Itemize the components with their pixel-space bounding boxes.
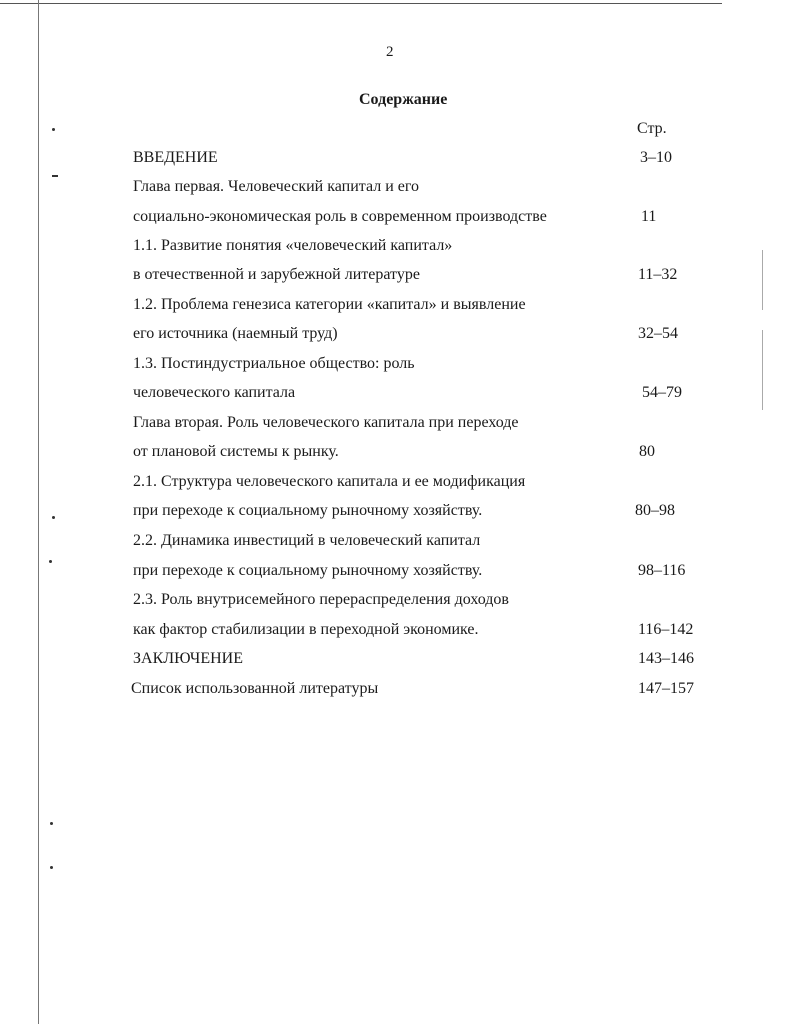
toc-section-1-2-line2: его источника (наемный труд) [133,325,338,342]
toc-intro-pages: 3–10 [640,149,672,166]
toc-conclusion-pages: 143–146 [638,650,694,667]
toc-section-1-1-pages: 11–32 [638,266,678,283]
scan-left-edge [38,0,39,1024]
toc-section-1-3-line2: человеческого капитала [133,384,296,401]
scan-edge-noise [762,250,763,310]
toc-chapter2-line2: от плановой системы к рынку. [133,443,339,460]
scan-speck [50,822,53,825]
toc-section-1-1-line2: в отечественной и зарубежной литературе [133,266,420,283]
toc-section-2-3-line2: как фактор стабилизации в переходной экономике. [133,621,479,638]
toc-section-1-2-line1: 1.2. Проблема генезиса категории «капитал» и выявление [133,296,526,313]
toc-intro-label: ВВЕДЕНИЕ [133,149,218,166]
toc-section-1-3-line1: 1.3. Постиндустриальное общество: роль [133,355,415,372]
toc-chapter1-pages: 11 [641,208,657,225]
scan-speck [52,516,55,519]
toc-chapter1-line2: социально-экономическая роль в современном производстве [133,208,547,225]
page-title: Содержание [359,91,448,108]
scan-top-edge [0,3,722,4]
toc-conclusion-label: ЗАКЛЮЧЕНИЕ [133,650,243,667]
toc-chapter1-line1: Глава первая. Человеческий капитал и его [133,178,420,195]
toc-section-2-2-line1: 2.2. Динамика инвестиций в человеческий капитал [133,532,481,549]
toc-section-2-1-line1: 2.1. Структура человеческого капитала и ее модификация [133,473,526,490]
toc-section-1-1-line1: 1.1. Развитие понятия «человеческий капитал» [133,237,453,254]
toc-bibliography-pages: 147–157 [638,680,694,697]
toc-section-2-3-pages: 116–142 [638,621,694,638]
toc-section-2-3-line1: 2.3. Роль внутрисемейного перераспределения доходов [133,591,509,608]
page-column-header: Стр. [637,120,667,137]
scan-speck [52,128,55,131]
toc-section-2-1-line2: при переходе к социальному рыночному хозяйству. [133,502,483,519]
toc-section-2-2-pages: 98–116 [638,562,686,579]
toc-chapter2-pages: 80 [639,443,655,460]
toc-section-2-1-pages: 80–98 [635,502,675,519]
toc-section-1-3-pages: 54–79 [642,384,682,401]
toc-chapter2-line1: Глава вторая. Роль человеческого капитала при переходе [133,414,519,431]
toc-section-2-2-line2: при переходе к социальному рыночному хозяйству. [133,562,483,579]
scan-speck [49,560,52,563]
scan-speck [50,866,53,869]
page-number: 2 [386,44,394,60]
scan-speck [52,175,58,177]
scan-edge-noise [762,330,763,410]
toc-bibliography-label: Список использованной литературы [131,680,379,697]
toc-section-1-2-pages: 32–54 [638,325,678,342]
